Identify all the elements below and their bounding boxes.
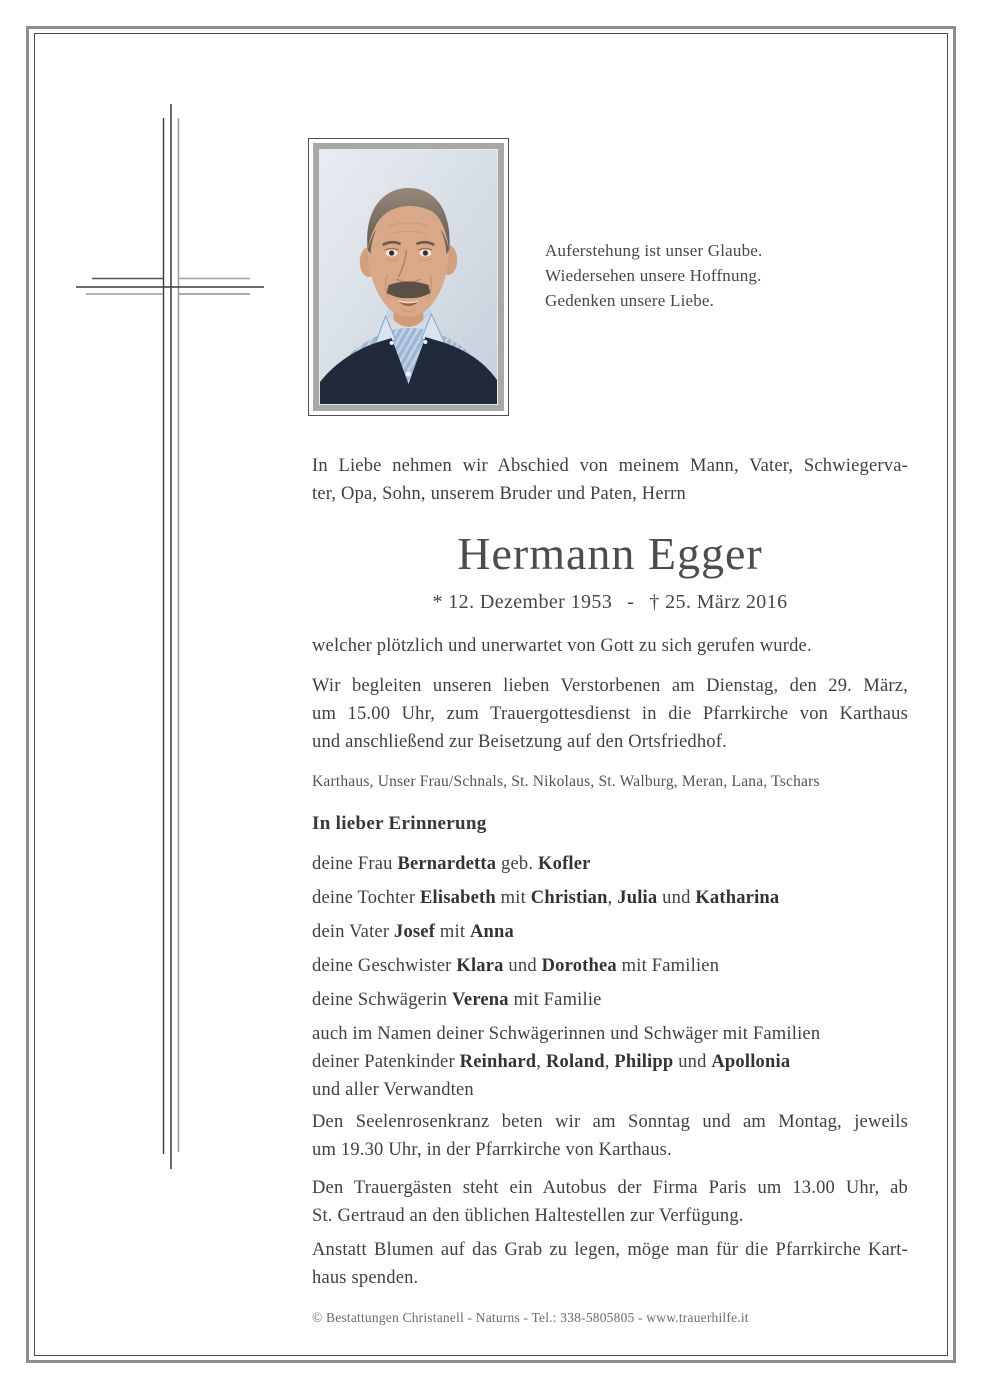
flowers-paragraph	[312, 1236, 908, 1292]
mourner-line: deine Frau Bernardetta geb. Kofler	[312, 854, 591, 874]
mourner-line: deine Geschwister Klara und Dorothea mit Familien	[312, 956, 720, 976]
bus-paragraph	[312, 1174, 908, 1230]
mourner-line: deine Tochter Elisabeth mit Christian, Julia und Katharina	[312, 888, 780, 908]
also-line: deiner Patenkinder Reinhard, Roland, Philipp und Apollonia	[312, 1052, 791, 1072]
portrait-photo	[320, 150, 497, 404]
bus-line: St. Gertraud an den üblichen Haltestellen zur Verfügung.	[312, 1206, 744, 1226]
verse-line: Auferstehung ist unser Glaube.	[545, 241, 763, 260]
portrait-photo-frame	[308, 138, 509, 416]
rosary-line: Den Seelenrosenkranz beten wir am Sonntag und am Montag, jeweils	[312, 1112, 908, 1132]
also-line: und aller Verwandten	[312, 1080, 474, 1100]
death-date: † 25. März 2016	[649, 591, 788, 613]
funeral-line: um 15.00 Uhr, zum Trauergottesdienst in die Pfarrkirche von Karthaus	[312, 704, 908, 724]
verse-line: Wiedersehen unsere Hoffnung.	[545, 266, 762, 285]
rosary-paragraph	[312, 1108, 908, 1164]
flowers-line: Anstatt Blumen auf das Grab zu legen, möge man für die Pfarrkirche Kart-	[312, 1240, 908, 1260]
funeral-line: und anschließend zur Beisetzung auf den Ortsfriedhof.	[312, 732, 727, 752]
mourners-list	[312, 850, 908, 1020]
also-line: auch im Namen deiner Schwägerinnen und Schwäger mit Familien	[312, 1024, 821, 1044]
verse-line: Gedenken unsere Liebe.	[545, 291, 715, 310]
also-in-name-paragraph	[312, 1020, 908, 1104]
intro-line: ter, Opa, Sohn, unserem Bruder und Paten, Herrn	[312, 484, 686, 504]
mourner-line: deine Schwägerin Verena mit Familie	[312, 990, 602, 1010]
life-dates	[312, 588, 908, 616]
dates-separator: -	[627, 591, 635, 613]
places-line: Karthaus, Unser Frau/Schnals, St. Nikolaus, St. Walburg, Meran, Lana, Tschars	[312, 773, 820, 790]
memorial-verse	[545, 238, 763, 313]
called-home-line: welcher plötzlich und unerwartet von Gott zu sich gerufen wurde.	[312, 636, 812, 656]
mourner-line: dein Vater Josef mit Anna	[312, 922, 514, 942]
birth-date: * 12. Dezember 1953	[432, 591, 613, 613]
memory-heading: In lieber Erinnerung	[312, 813, 487, 834]
rosary-line: um 19.30 Uhr, in der Pfarrkirche von Karthaus.	[312, 1140, 672, 1160]
funeral-line: Wir begleiten unseren lieben Verstorbenen am Dienstag, den 29. März,	[312, 676, 908, 696]
deceased-name: Hermann Egger	[457, 528, 763, 579]
flowers-line: haus spenden.	[312, 1268, 419, 1288]
funeral-home-credit: © Bestattungen Christanell - Naturns - Tel.: 338-5805805 - www.trauerhilfe.it	[312, 1310, 749, 1325]
portrait-photo-mat	[313, 143, 504, 411]
intro-line: In Liebe nehmen wir Abschied von meinem Mann, Vater, Schwiegerva-	[312, 456, 908, 476]
funeral-paragraph	[312, 672, 908, 756]
intro-paragraph	[312, 452, 908, 508]
bus-line: Den Trauergästen steht ein Autobus der Firma Paris um 13.00 Uhr, ab	[312, 1178, 908, 1198]
